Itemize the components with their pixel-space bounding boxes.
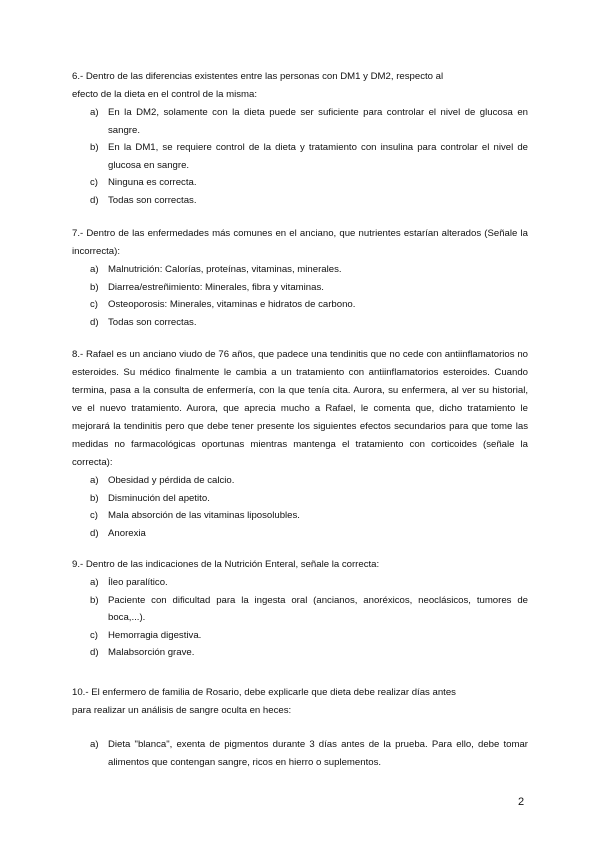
option-label: b)	[90, 281, 99, 293]
option-b	[72, 139, 528, 174]
option-label: d)	[90, 647, 99, 659]
option-text: Malabsorción grave.	[108, 647, 195, 659]
options-list	[72, 472, 528, 542]
options-list	[72, 261, 528, 331]
question-6	[72, 68, 528, 210]
option-c	[72, 627, 528, 645]
option-text: En la DM1, se requiere control de la dieta y tratamiento con insulina para controlar el nivel de glucosa en sangre.	[108, 142, 528, 171]
question-stem-text: 8.- Rafael es un anciano viudo de 76 años, que padece una tendinitis que no cede con antiinflamatorios no esteroides. Su médico finalmente le cambia a un tratamiento con antiinflamatorios esteroides. Cuando termina, pasa a la consulta de enfermería, con la que tenía cita. Aurora, su enfermera, al ver su historial, ve el nuevo tratamiento. Aurora, que aprecia mucho a Rafael, le comenta que, dicho tratamiento le mejorará la tendinitis pero que debe tener presente los siguientes efectos secundarios para que tome las medidas no farmacológicas oportunas mientras mantenga el tratamiento con corticoides (señale la correcta):	[72, 349, 528, 468]
option-c	[72, 507, 528, 525]
question-9	[72, 556, 528, 662]
option-d	[72, 525, 528, 543]
option-text: Hemorragia digestiva.	[108, 629, 202, 641]
options-list	[72, 574, 528, 662]
question-stem	[72, 556, 528, 574]
option-b	[72, 592, 528, 627]
option-d	[72, 644, 528, 662]
option-text: Obesidad y pérdida de calcio.	[108, 475, 235, 486]
option-text: Dieta "blanca", exenta de pigmentos durante 3 días antes de la prueba. Para ello, debe tomar alimentos que contengan sangre, ricos en hierro o suplementos.	[108, 739, 528, 768]
option-label: a)	[90, 264, 99, 275]
option-label: d)	[90, 316, 99, 328]
option-text: Diarrea/estreñimiento: Minerales, fibra y vitaminas.	[108, 281, 324, 293]
question-stem-line-2: para realizar un análisis de sangre oculta en heces:	[72, 705, 292, 716]
option-text: Paciente con dificultad para la ingesta oral (ancianos, anoréxicos, neoclásicos, tumores de boca,...).	[108, 594, 528, 624]
option-text: Todas son correctas.	[108, 194, 197, 206]
question-stem	[72, 346, 528, 472]
option-label: b)	[90, 492, 99, 504]
question-stem	[72, 68, 528, 104]
option-a	[72, 472, 528, 490]
question-stem-line-2: efecto de la dieta en el control de la misma:	[72, 89, 258, 100]
option-label: b)	[90, 142, 99, 154]
option-text: Mala absorción de las vitaminas liposolubles.	[108, 510, 300, 522]
option-text: Malnutrición: Calorías, proteínas, vitaminas, minerales.	[108, 264, 342, 275]
option-text: Ninguna es correcta.	[108, 177, 197, 189]
option-a	[72, 574, 528, 592]
question-stem	[72, 684, 528, 720]
question-stem-text: 9.- Dentro de las indicaciones de la Nutrición Enteral, señale la correcta:	[72, 559, 380, 570]
option-d	[72, 314, 528, 332]
option-label: c)	[90, 299, 98, 311]
option-a	[72, 736, 528, 771]
question-7	[72, 225, 528, 331]
option-label: b)	[90, 594, 99, 606]
option-a	[72, 104, 528, 139]
option-text: Disminución del apetito.	[108, 492, 210, 504]
option-label: a)	[90, 107, 99, 118]
option-text: Anorexia	[108, 527, 146, 539]
option-label: c)	[90, 629, 98, 641]
question-10	[72, 684, 528, 771]
question-stem	[72, 225, 528, 261]
option-text: En la DM2, solamente con la dieta puede ser suficiente para controlar el nivel de glucosa en sangre.	[108, 107, 528, 136]
option-c	[72, 174, 528, 192]
option-c	[72, 296, 528, 314]
option-text: Íleo paralítico.	[108, 577, 168, 588]
question-stem-text: 7.- Dentro de las enfermedades más comunes en el anciano, que nutrientes estarían alterados (Señale la incorrecta):	[72, 228, 528, 257]
option-label: d)	[90, 194, 99, 206]
question-stem-line-1: 6.- Dentro de las diferencias existentes entre las personas con DM1 y DM2, respecto al	[72, 71, 444, 82]
option-a	[72, 261, 528, 279]
question-stem-line-1: 10.- El enfermero de familia de Rosario, debe explicarle que dieta debe realizar días antes	[72, 687, 456, 698]
options-list	[72, 736, 528, 771]
question-8	[72, 346, 528, 542]
page-number: 2	[518, 796, 525, 808]
option-label: c)	[90, 510, 98, 522]
option-label: c)	[90, 177, 98, 189]
options-list	[72, 104, 528, 210]
option-text: Osteoporosis: Minerales, vitaminas e hidratos de carbono.	[108, 299, 356, 311]
option-label: a)	[90, 577, 99, 588]
option-d	[72, 192, 528, 210]
option-text: Todas son correctas.	[108, 316, 197, 328]
option-b	[72, 279, 528, 297]
option-label: a)	[90, 475, 99, 486]
option-b	[72, 490, 528, 508]
option-label: a)	[90, 739, 99, 750]
option-label: d)	[90, 527, 99, 539]
